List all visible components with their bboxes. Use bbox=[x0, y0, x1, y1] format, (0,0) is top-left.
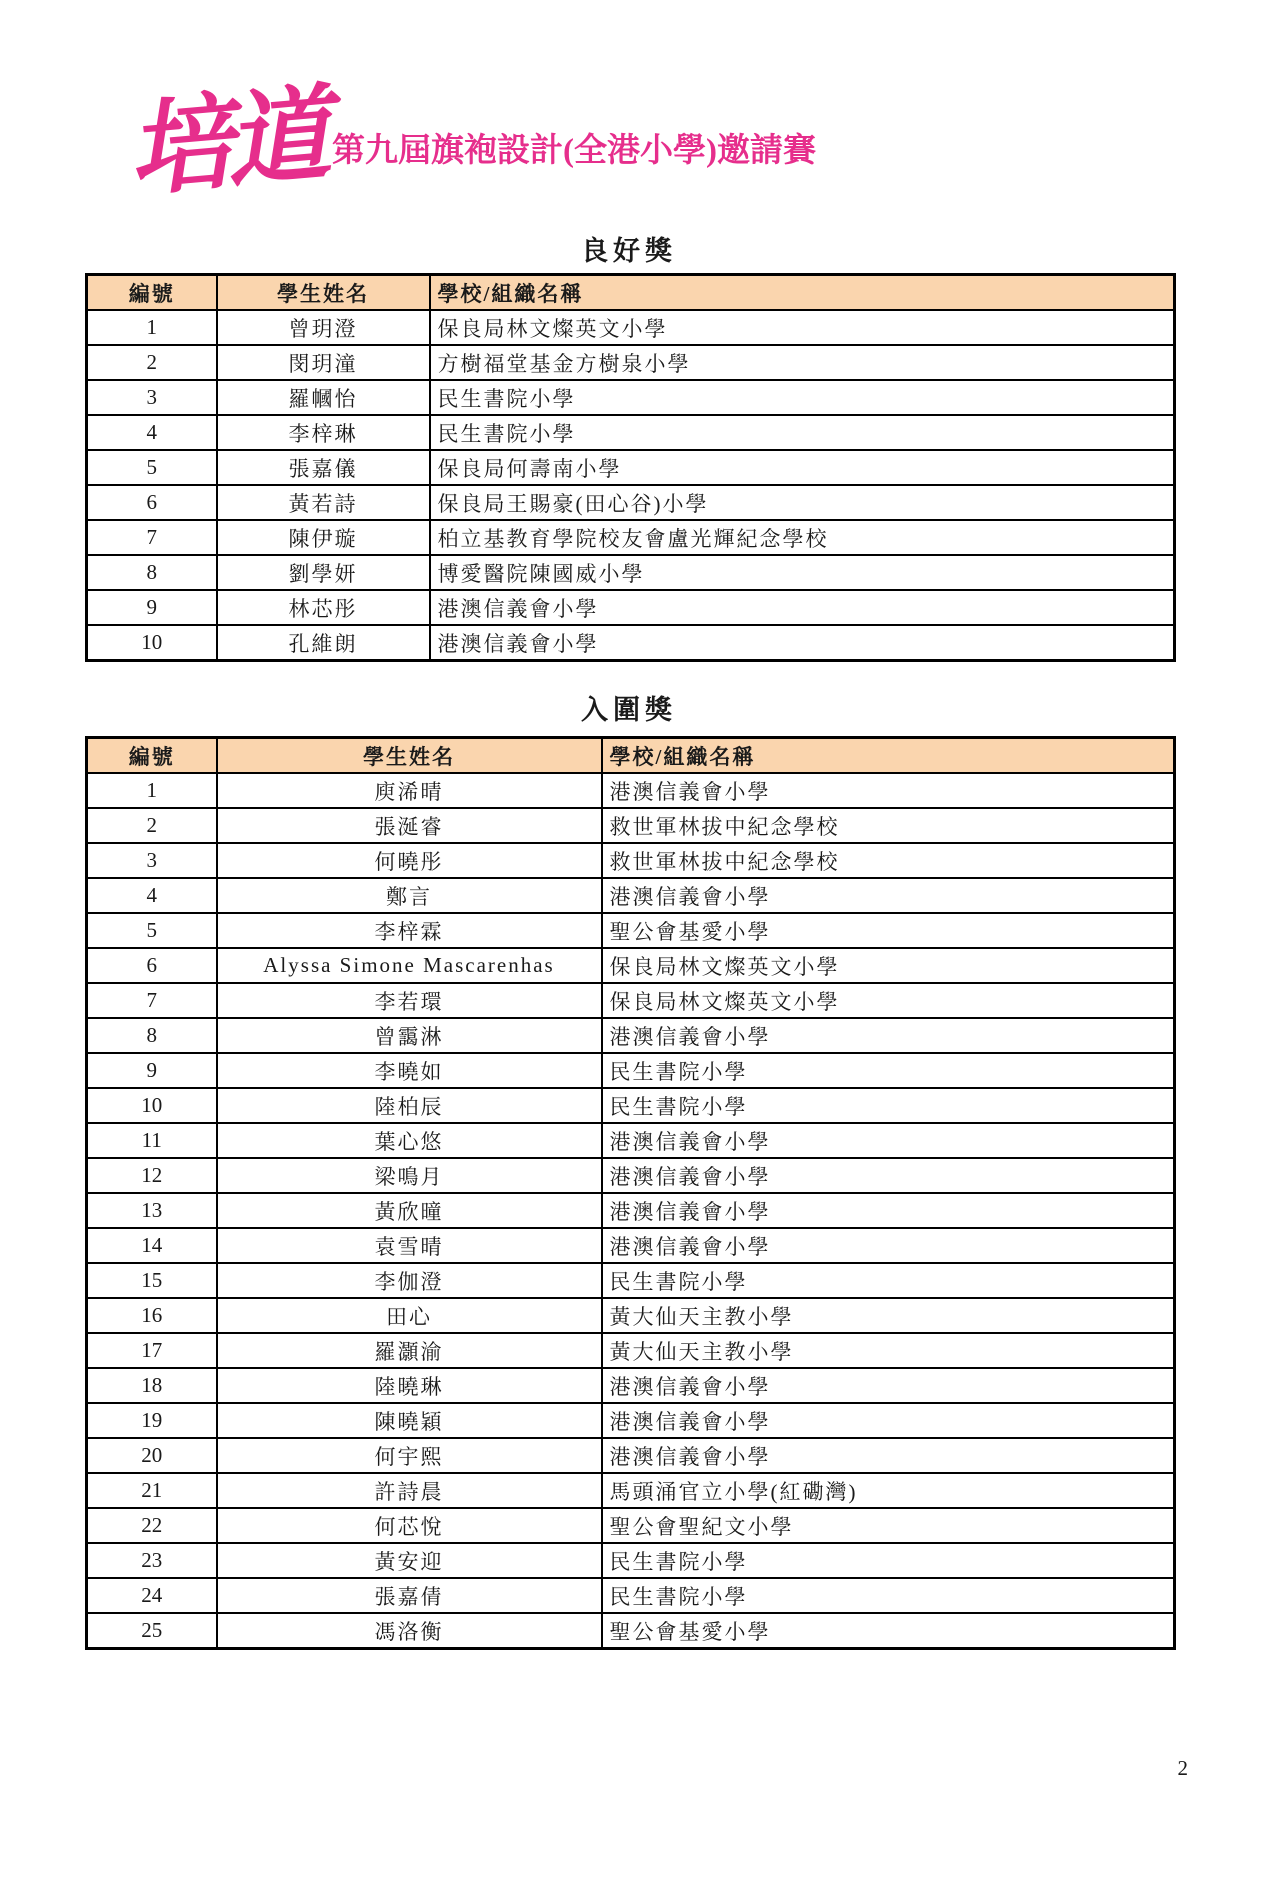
row-number: 2 bbox=[87, 808, 217, 843]
school-name: 聖公會基愛小學 bbox=[602, 913, 1175, 948]
pui-to-calligraphy-logo: 培道 bbox=[123, 77, 329, 210]
student-name: 袁雪晴 bbox=[217, 1228, 602, 1263]
table-row bbox=[87, 1298, 1175, 1333]
row-number: 20 bbox=[87, 1438, 217, 1473]
school-name: 民生書院小學 bbox=[602, 1578, 1175, 1613]
row-number: 16 bbox=[87, 1298, 217, 1333]
row-number: 9 bbox=[87, 1053, 217, 1088]
row-number: 1 bbox=[87, 773, 217, 808]
school-name: 民生書院小學 bbox=[602, 1543, 1175, 1578]
row-number: 1 bbox=[87, 310, 217, 345]
row-number: 5 bbox=[87, 450, 217, 485]
header-number: 編號 bbox=[87, 275, 217, 311]
row-number: 21 bbox=[87, 1473, 217, 1508]
row-number: 7 bbox=[87, 983, 217, 1018]
table-row bbox=[87, 1123, 1175, 1158]
student-name: Alyssa Simone Mascarenhas bbox=[217, 948, 602, 983]
table-row bbox=[87, 1263, 1175, 1298]
table-row bbox=[87, 808, 1175, 843]
table-row bbox=[87, 1438, 1175, 1473]
table-row bbox=[87, 983, 1175, 1018]
school-name: 港澳信義會小學 bbox=[430, 590, 1175, 625]
table-row bbox=[87, 1473, 1175, 1508]
row-number: 4 bbox=[87, 878, 217, 913]
school-name: 港澳信義會小學 bbox=[430, 625, 1175, 661]
student-name: 羅幗怡 bbox=[217, 380, 430, 415]
page-content bbox=[0, 229, 1280, 1650]
school-name: 港澳信義會小學 bbox=[602, 1228, 1175, 1263]
row-number: 8 bbox=[87, 1018, 217, 1053]
school-name: 保良局林文燦英文小學 bbox=[602, 948, 1175, 983]
school-name: 保良局何壽南小學 bbox=[430, 450, 1175, 485]
masthead bbox=[123, 77, 1280, 210]
school-name: 港澳信義會小學 bbox=[602, 1193, 1175, 1228]
table-row bbox=[87, 485, 1175, 520]
row-number: 11 bbox=[87, 1123, 217, 1158]
row-number: 6 bbox=[87, 485, 217, 520]
table-row bbox=[87, 1088, 1175, 1123]
row-number: 24 bbox=[87, 1578, 217, 1613]
school-name: 港澳信義會小學 bbox=[602, 1123, 1175, 1158]
student-name: 羅灝渝 bbox=[217, 1333, 602, 1368]
school-name: 港澳信義會小學 bbox=[602, 1018, 1175, 1053]
table-row bbox=[87, 450, 1175, 485]
student-name: 閔玥潼 bbox=[217, 345, 430, 380]
table-row bbox=[87, 1158, 1175, 1193]
table-row bbox=[87, 555, 1175, 590]
student-name: 李梓霖 bbox=[217, 913, 602, 948]
table-row bbox=[87, 1333, 1175, 1368]
school-name: 民生書院小學 bbox=[602, 1053, 1175, 1088]
school-name: 黃大仙天主教小學 bbox=[602, 1298, 1175, 1333]
school-name: 方樹福堂基金方樹泉小學 bbox=[430, 345, 1175, 380]
school-name: 救世軍林拔中紀念學校 bbox=[602, 843, 1175, 878]
table-row bbox=[87, 520, 1175, 555]
student-name: 曾玥澄 bbox=[217, 310, 430, 345]
school-name: 博愛醫院陳國威小學 bbox=[430, 555, 1175, 590]
table-row bbox=[87, 773, 1175, 808]
row-number: 10 bbox=[87, 625, 217, 661]
table-row bbox=[87, 1368, 1175, 1403]
school-name: 救世軍林拔中紀念學校 bbox=[602, 808, 1175, 843]
school-name: 柏立基教育學院校友會盧光輝紀念學校 bbox=[430, 520, 1175, 555]
table-row bbox=[87, 1403, 1175, 1438]
row-number: 10 bbox=[87, 1088, 217, 1123]
student-name: 陳伊璇 bbox=[217, 520, 430, 555]
row-number: 5 bbox=[87, 913, 217, 948]
student-name: 李曉如 bbox=[217, 1053, 602, 1088]
student-name: 何曉彤 bbox=[217, 843, 602, 878]
finalist-award-table bbox=[85, 736, 1176, 1650]
school-name: 黃大仙天主教小學 bbox=[602, 1333, 1175, 1368]
table-row bbox=[87, 590, 1175, 625]
student-name: 劉學妍 bbox=[217, 555, 430, 590]
school-name: 民生書院小學 bbox=[602, 1088, 1175, 1123]
table-row bbox=[87, 1543, 1175, 1578]
table-row bbox=[87, 345, 1175, 380]
table-row bbox=[87, 625, 1175, 661]
table-header-row bbox=[87, 738, 1175, 774]
table-row bbox=[87, 1613, 1175, 1649]
table-row bbox=[87, 380, 1175, 415]
row-number: 7 bbox=[87, 520, 217, 555]
row-number: 17 bbox=[87, 1333, 217, 1368]
row-number: 15 bbox=[87, 1263, 217, 1298]
row-number: 6 bbox=[87, 948, 217, 983]
student-name: 黃欣曈 bbox=[217, 1193, 602, 1228]
student-name: 李梓琳 bbox=[217, 415, 430, 450]
table-row bbox=[87, 878, 1175, 913]
school-name: 港澳信義會小學 bbox=[602, 1368, 1175, 1403]
table-row bbox=[87, 1018, 1175, 1053]
row-number: 13 bbox=[87, 1193, 217, 1228]
table-row bbox=[87, 948, 1175, 983]
student-name: 張嘉儀 bbox=[217, 450, 430, 485]
student-name: 陸曉琳 bbox=[217, 1368, 602, 1403]
table-row bbox=[87, 1053, 1175, 1088]
award-title-finalist-award: 入圍獎 bbox=[581, 695, 677, 725]
header-student-name: 學生姓名 bbox=[217, 738, 602, 774]
row-number: 2 bbox=[87, 345, 217, 380]
student-name: 何宇熙 bbox=[217, 1438, 602, 1473]
school-name: 港澳信義會小學 bbox=[602, 1158, 1175, 1193]
student-name: 馮洛衡 bbox=[217, 1613, 602, 1649]
competition-title: 第九屆旗袍設計(全港小學)邀請賽 bbox=[332, 132, 816, 169]
header-school-name: 學校/組織名稱 bbox=[602, 738, 1175, 774]
student-name: 李伽澄 bbox=[217, 1263, 602, 1298]
student-name: 張嘉倩 bbox=[217, 1578, 602, 1613]
row-number: 3 bbox=[87, 843, 217, 878]
student-name: 許詩晨 bbox=[217, 1473, 602, 1508]
school-name: 民生書院小學 bbox=[602, 1263, 1175, 1298]
student-name: 黃若詩 bbox=[217, 485, 430, 520]
school-name: 保良局王賜豪(田心谷)小學 bbox=[430, 485, 1175, 520]
student-name: 陸柏辰 bbox=[217, 1088, 602, 1123]
table-row bbox=[87, 913, 1175, 948]
student-name: 庾浠晴 bbox=[217, 773, 602, 808]
school-name: 聖公會聖紀文小學 bbox=[602, 1508, 1175, 1543]
table-row bbox=[87, 1578, 1175, 1613]
school-name: 港澳信義會小學 bbox=[602, 878, 1175, 913]
row-number: 19 bbox=[87, 1403, 217, 1438]
row-number: 22 bbox=[87, 1508, 217, 1543]
student-name: 張涎睿 bbox=[217, 808, 602, 843]
school-name: 民生書院小學 bbox=[430, 380, 1175, 415]
table-row bbox=[87, 310, 1175, 345]
student-name: 李若環 bbox=[217, 983, 602, 1018]
award-title-good-award: 良好獎 bbox=[581, 236, 677, 266]
student-name: 葉心悠 bbox=[217, 1123, 602, 1158]
row-number: 12 bbox=[87, 1158, 217, 1193]
student-name: 何芯悅 bbox=[217, 1508, 602, 1543]
school-name: 馬頭涌官立小學(紅磡灣) bbox=[602, 1473, 1175, 1508]
school-name: 港澳信義會小學 bbox=[602, 773, 1175, 808]
table-row bbox=[87, 1508, 1175, 1543]
school-name: 保良局林文燦英文小學 bbox=[430, 310, 1175, 345]
student-name: 林芯彤 bbox=[217, 590, 430, 625]
school-name: 港澳信義會小學 bbox=[602, 1403, 1175, 1438]
student-name: 陳曉穎 bbox=[217, 1403, 602, 1438]
row-number: 8 bbox=[87, 555, 217, 590]
school-name: 民生書院小學 bbox=[430, 415, 1175, 450]
table-row bbox=[87, 843, 1175, 878]
good-award-table bbox=[85, 273, 1176, 662]
student-name: 梁鳴月 bbox=[217, 1158, 602, 1193]
table-row bbox=[87, 1193, 1175, 1228]
student-name: 田心 bbox=[217, 1298, 602, 1333]
row-number: 23 bbox=[87, 1543, 217, 1578]
table-row bbox=[87, 415, 1175, 450]
page-number: 2 bbox=[1177, 1756, 1188, 1780]
row-number: 9 bbox=[87, 590, 217, 625]
student-name: 曾靄淋 bbox=[217, 1018, 602, 1053]
table-header-row bbox=[87, 275, 1175, 311]
row-number: 4 bbox=[87, 415, 217, 450]
header-number: 編號 bbox=[87, 738, 217, 774]
header-student-name: 學生姓名 bbox=[217, 275, 430, 311]
header-school-name: 學校/組織名稱 bbox=[430, 275, 1175, 311]
student-name: 黃安迎 bbox=[217, 1543, 602, 1578]
student-name: 鄭言 bbox=[217, 878, 602, 913]
school-name: 聖公會基愛小學 bbox=[602, 1613, 1175, 1649]
row-number: 14 bbox=[87, 1228, 217, 1263]
table-row bbox=[87, 1228, 1175, 1263]
row-number: 25 bbox=[87, 1613, 217, 1649]
school-name: 保良局林文燦英文小學 bbox=[602, 983, 1175, 1018]
row-number: 18 bbox=[87, 1368, 217, 1403]
school-name: 港澳信義會小學 bbox=[602, 1438, 1175, 1473]
row-number: 3 bbox=[87, 380, 217, 415]
student-name: 孔維朗 bbox=[217, 625, 430, 661]
